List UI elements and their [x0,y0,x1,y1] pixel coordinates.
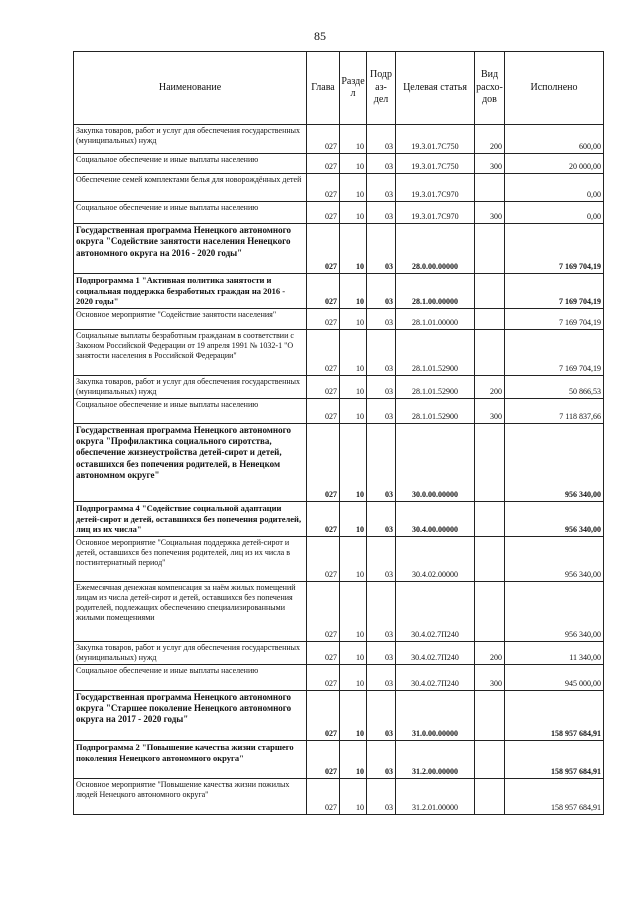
cell-razdel: 10 [340,202,367,224]
cell-target-article: 19.3.01.7С750 [396,125,475,154]
cell-glava: 027 [307,398,340,423]
cell-name: Государственная программа Ненецкого автономного округа "Профилактика социального сиротства, обеспечение жизнеустройства детей-сирот и детей, оставшихся без попечения родителей, в Ненецком автономном округе" [74,423,307,501]
cell-glava: 027 [307,536,340,581]
cell-executed: 7 118 837,66 [505,398,604,423]
cell-glava: 027 [307,224,340,274]
cell-expense-type: 300 [475,154,505,174]
cell-expense-type [475,740,505,778]
cell-expense-type: 200 [475,641,505,664]
table-row [74,308,604,329]
cell-expense-type [475,274,505,309]
cell-name: Подпрограмма 1 "Активная политика занятости и социальная поддержка безработных граждан на 2016 - 2020 годы" [74,274,307,309]
cell-podrazdel: 03 [367,641,396,664]
cell-executed: 7 169 704,19 [505,274,604,309]
cell-expense-type [475,329,505,375]
cell-glava: 027 [307,274,340,309]
cell-podrazdel: 03 [367,581,396,641]
cell-executed: 956 340,00 [505,501,604,536]
cell-razdel: 10 [340,308,367,329]
cell-podrazdel: 03 [367,423,396,501]
cell-name: Социальное обеспечение и иные выплаты населению [74,202,307,224]
cell-name: Основное мероприятие "Повышение качества жизни пожилых людей Ненецкого автономного округа" [74,778,307,814]
cell-expense-type [475,501,505,536]
cell-executed: 158 957 684,91 [505,778,604,814]
cell-name: Социальное обеспечение и иные выплаты населению [74,154,307,174]
cell-executed: 600,00 [505,125,604,154]
cell-expense-type: 300 [475,398,505,423]
cell-executed: 11 340,00 [505,641,604,664]
table-row [74,154,604,174]
cell-executed: 7 169 704,19 [505,308,604,329]
cell-podrazdel: 03 [367,174,396,202]
cell-executed: 158 957 684,91 [505,690,604,740]
cell-target-article: 28.1.00.00000 [396,274,475,309]
cell-expense-type: 300 [475,664,505,690]
cell-podrazdel: 03 [367,778,396,814]
cell-executed: 7 169 704,19 [505,329,604,375]
cell-target-article: 19.3.01.7С970 [396,202,475,224]
table-row [74,423,604,501]
table-row [74,501,604,536]
cell-name: Основное мероприятие "Содействие занятости населения" [74,308,307,329]
cell-podrazdel: 03 [367,202,396,224]
table-row [74,329,604,375]
cell-target-article: 30.4.02.7П240 [396,664,475,690]
cell-podrazdel: 03 [367,664,396,690]
cell-glava: 027 [307,581,340,641]
table-row [74,778,604,814]
cell-razdel: 10 [340,398,367,423]
cell-expense-type: 200 [475,125,505,154]
cell-name: Ежемесячная денежная компенсация за наём жилых помещений лицам из числа детей-сирот и детей, оставшихся без попечения родителей, подлежащих обеспечению специализированными жилыми помещениями [74,581,307,641]
cell-podrazdel: 03 [367,274,396,309]
cell-name: Социальное обеспечение и иные выплаты населению [74,398,307,423]
cell-razdel: 10 [340,329,367,375]
cell-razdel: 10 [340,740,367,778]
table-row [74,398,604,423]
page-number: 85 [314,29,326,43]
cell-razdel: 10 [340,536,367,581]
cell-target-article: 30.4.02.7П240 [396,581,475,641]
cell-target-article: 30.4.02.00000 [396,536,475,581]
table-row [74,641,604,664]
cell-name: Социальные выплаты безработным гражданам в соответствии с Законом Российской Федерации от 19 апреля 1991 № 1032-1 "О занятости населения в Российской Федерации" [74,329,307,375]
table-row [74,202,604,224]
cell-glava: 027 [307,740,340,778]
cell-executed: 0,00 [505,202,604,224]
header-glava: Глава [307,52,340,125]
cell-razdel: 10 [340,581,367,641]
cell-podrazdel: 03 [367,125,396,154]
cell-target-article: 28.1.01.00000 [396,308,475,329]
cell-glava: 027 [307,308,340,329]
cell-executed: 956 340,00 [505,536,604,581]
cell-podrazdel: 03 [367,398,396,423]
cell-razdel: 10 [340,641,367,664]
cell-podrazdel: 03 [367,329,396,375]
budget-execution-table [73,51,604,815]
table-row [74,690,604,740]
cell-glava: 027 [307,690,340,740]
cell-expense-type [475,174,505,202]
cell-name: Подпрограмма 4 "Содействие социальной адаптации детей-сирот и детей, оставшихся без попечения родителей, лиц из их числа" [74,501,307,536]
header-executed: Исполнено [505,52,604,125]
cell-target-article: 31.2.00.00000 [396,740,475,778]
cell-podrazdel: 03 [367,224,396,274]
cell-razdel: 10 [340,224,367,274]
table-header-row [74,52,604,125]
cell-expense-type [475,536,505,581]
cell-podrazdel: 03 [367,375,396,398]
cell-target-article: 19.3.01.7С970 [396,174,475,202]
cell-glava: 027 [307,202,340,224]
cell-name: Социальное обеспечение и иные выплаты населению [74,664,307,690]
cell-expense-type [475,690,505,740]
cell-executed: 20 000,00 [505,154,604,174]
cell-name: Закупка товаров, работ и услуг для обеспечения государственных (муниципальных) нужд [74,375,307,398]
cell-target-article: 31.2.01.00000 [396,778,475,814]
cell-executed: 158 957 684,91 [505,740,604,778]
cell-name: Государственная программа Ненецкого автономного округа "Содействие занятости населения Ненецкого автономного округа на 2016 - 2020 годы" [74,224,307,274]
cell-podrazdel: 03 [367,501,396,536]
cell-razdel: 10 [340,501,367,536]
cell-razdel: 10 [340,423,367,501]
cell-podrazdel: 03 [367,740,396,778]
cell-expense-type [475,308,505,329]
cell-podrazdel: 03 [367,690,396,740]
cell-target-article: 30.4.02.7П240 [396,641,475,664]
cell-name: Закупка товаров, работ и услуг для обеспечения государственных (муниципальных) нужд [74,125,307,154]
cell-expense-type: 200 [475,375,505,398]
cell-glava: 027 [307,664,340,690]
cell-glava: 027 [307,174,340,202]
cell-target-article: 28.1.01.52900 [396,398,475,423]
table-row [74,274,604,309]
table-row [74,740,604,778]
cell-podrazdel: 03 [367,154,396,174]
cell-razdel: 10 [340,154,367,174]
cell-executed: 956 340,00 [505,423,604,501]
table-row [74,664,604,690]
cell-executed: 956 340,00 [505,581,604,641]
table-row [74,375,604,398]
cell-expense-type [475,423,505,501]
cell-expense-type [475,581,505,641]
header-razdel: Разде л [340,52,367,125]
cell-executed: 7 169 704,19 [505,224,604,274]
cell-target-article: 31.0.00.00000 [396,690,475,740]
cell-expense-type: 300 [475,202,505,224]
cell-glava: 027 [307,501,340,536]
cell-name: Основное мероприятие "Социальная поддержка детей-сирот и детей, оставшихся без попечения родителей, лиц из их числа в постинтернатный период" [74,536,307,581]
cell-name: Подпрограмма 2 "Повышение качества жизни старшего поколения Ненецкого автономного округа" [74,740,307,778]
cell-name: Обеспечение семей комплектами белья для новорождённых детей [74,174,307,202]
cell-glava: 027 [307,125,340,154]
cell-glava: 027 [307,329,340,375]
cell-razdel: 10 [340,125,367,154]
header-name: Наименование [74,52,307,125]
cell-expense-type [475,224,505,274]
cell-target-article: 28.1.01.52900 [396,375,475,398]
cell-target-article: 28.1.01.52900 [396,329,475,375]
cell-glava: 027 [307,375,340,398]
header-target-article: Целевая статья [396,52,475,125]
cell-razdel: 10 [340,274,367,309]
cell-expense-type [475,778,505,814]
cell-razdel: 10 [340,778,367,814]
table-row [74,125,604,154]
cell-target-article: 28.0.00.00000 [396,224,475,274]
table-row [74,174,604,202]
cell-razdel: 10 [340,664,367,690]
cell-podrazdel: 03 [367,308,396,329]
cell-target-article: 19.3.01.7С750 [396,154,475,174]
cell-glava: 027 [307,154,340,174]
cell-target-article: 30.4.00.00000 [396,501,475,536]
table-row [74,581,604,641]
cell-executed: 50 866,53 [505,375,604,398]
cell-razdel: 10 [340,375,367,398]
table-row [74,224,604,274]
cell-razdel: 10 [340,690,367,740]
cell-razdel: 10 [340,174,367,202]
cell-target-article: 30.0.00.00000 [396,423,475,501]
cell-name: Государственная программа Ненецкого автономного округа "Старшее поколение Ненецкого автономного округа на 2017 - 2020 годы" [74,690,307,740]
cell-name: Закупка товаров, работ и услуг для обеспечения государственных (муниципальных) нужд [74,641,307,664]
cell-executed: 945 000,00 [505,664,604,690]
table-row [74,536,604,581]
cell-glava: 027 [307,423,340,501]
header-expense-type: Вид расхо- дов [475,52,505,125]
header-podrazdel: Подр аз-дел [367,52,396,125]
cell-podrazdel: 03 [367,536,396,581]
cell-executed: 0,00 [505,174,604,202]
cell-glava: 027 [307,778,340,814]
cell-glava: 027 [307,641,340,664]
